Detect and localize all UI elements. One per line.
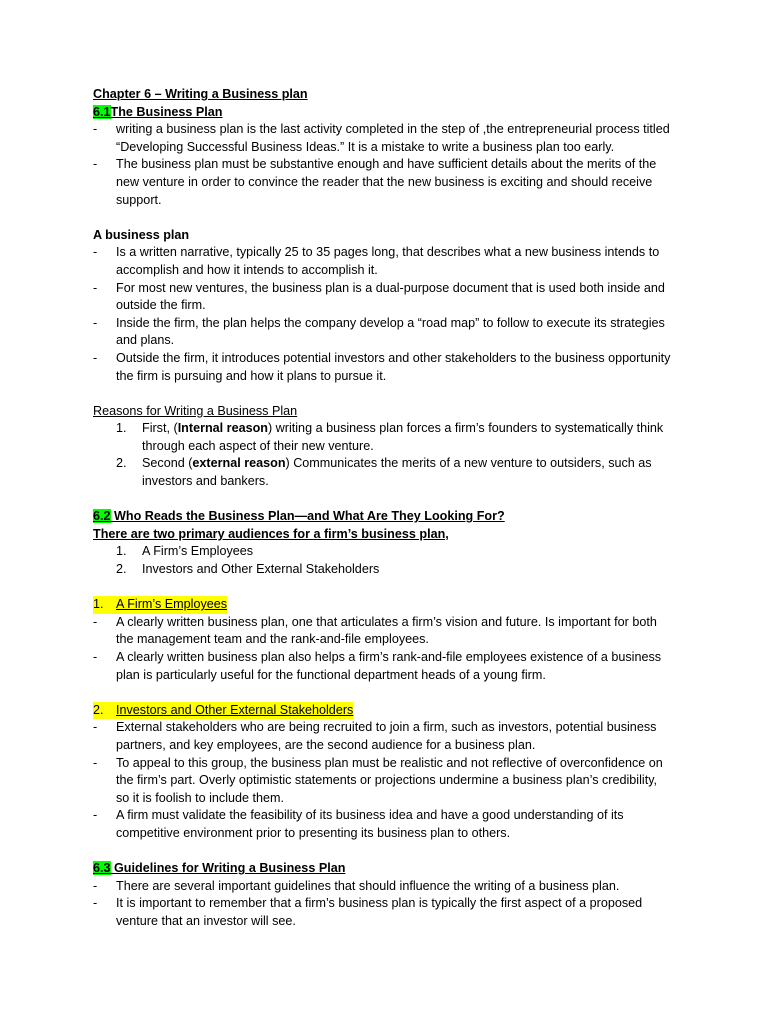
section-title: The Business Plan [110, 104, 223, 119]
investors-heading [93, 702, 673, 720]
section-title: Guidelines for Writing a Business Plan [110, 861, 346, 876]
list-item [93, 121, 673, 156]
list-item-text: Inside the firm, the plan helps the company develop a “road map” to follow to execute its strategies and plans. [116, 315, 665, 348]
bullet-marker: - [93, 122, 98, 137]
list-item [93, 280, 673, 315]
list-item [93, 315, 673, 350]
numbered-item [93, 455, 673, 490]
section-number: 6.2 [93, 509, 111, 524]
bullet-marker: - [93, 157, 98, 172]
bullet-marker: - [93, 245, 98, 260]
bullet-marker: - [93, 650, 98, 664]
list-item-text: writing a business plan is the last activity completed in the step of ,the entrepreneurial process titled “Developing Successful Business Ideas.” It is a mistake to write a business plan too early. [116, 122, 670, 154]
list-item-text: Outside the firm, it introduces potential investors and other stakeholders to the business opportunity the firm is pursuing and how it plans to pursue it. [116, 350, 671, 383]
section-title: Investors and Other External Stakeholders [116, 702, 353, 720]
list-item [93, 719, 673, 754]
item-number: 2. [116, 456, 127, 471]
list-item [93, 807, 673, 842]
item-number: 1. [116, 421, 127, 436]
section-number: 6.1 [93, 104, 111, 119]
bullet-marker: - [93, 315, 98, 330]
item-number: 1. [116, 544, 127, 559]
list-item [93, 156, 673, 209]
list-item [93, 350, 673, 385]
bullet-marker: - [93, 755, 98, 770]
bullet-marker: - [93, 808, 98, 823]
list-item [93, 649, 673, 684]
bullet-marker: - [93, 350, 98, 365]
numbered-item [93, 420, 673, 455]
list-item [93, 755, 673, 808]
list-item-text: External stakeholders who are being recruited to join a firm, such as investors, potential business partners, and key employees, are the second audience for a business plan. [116, 720, 657, 752]
item-text: Investors and Other External Stakeholders [142, 562, 380, 577]
list-item [93, 878, 673, 896]
list-item [93, 895, 673, 930]
item-number: 2. [116, 562, 127, 577]
list-item-text: A firm must validate the feasibility of its business idea and have a good understanding of its competitive environment prior to presenting its business plan to others. [116, 808, 624, 840]
list-item [93, 614, 673, 649]
bullet-marker: - [93, 896, 98, 911]
numbered-item [93, 543, 673, 561]
item-number: 1. [93, 596, 116, 614]
bullet-marker: - [93, 614, 98, 629]
item-text: First, (Internal reason) writing a business plan forces a firm’s founders to systematically think through each aspect of their new venture. [142, 421, 664, 453]
list-item [93, 244, 673, 279]
numbered-item [93, 561, 673, 579]
section-6-2-heading [93, 508, 673, 526]
reasons-heading: Reasons for Writing a Business Plan [93, 403, 298, 418]
section-number: 6.3 [93, 861, 111, 876]
list-item-text: There are several important guidelines that should influence the writing of a business plan. [116, 878, 620, 893]
section-6-1-heading [93, 104, 673, 122]
list-item-text: To appeal to this group, the business plan must be realistic and not reflective of overconfidence on the firm’s part. Overly optimistic statements or projections undermine a business plan’s credibility, so it is foolish to include them. [116, 755, 663, 805]
list-item-text: The business plan must be substantive enough and have sufficient details about the merits of the new venture in order to convince the reader that the new business is exciting and should receive support. [116, 157, 657, 207]
chapter-title: Chapter 6 – Writing a Business plan [93, 87, 308, 101]
list-item-text: A clearly written business plan also helps a firm’s rank-and-file employees existence of a business plan is particularly useful for the functional department heads of a young firm. [116, 650, 662, 682]
section-title: A Firm’s Employees [116, 596, 227, 614]
bullet-marker: - [93, 878, 98, 893]
bullet-marker: - [93, 720, 98, 735]
list-item-text: It is important to remember that a firm’s business plan is typically the first aspect of a proposed venture that an investor will see. [116, 896, 643, 928]
business-plan-heading: A business plan [93, 227, 190, 242]
list-item-text: Is a written narrative, typically 25 to 35 pages long, that describes what a new business intends to accomplish and how it intends to accomplish it. [116, 245, 660, 277]
item-text: Second (external reason) Communicates the merits of a new venture to outsiders, such as investors and bankers. [142, 456, 652, 489]
section-title: Who Reads the Business Plan—and What Are They Looking For? [110, 509, 505, 524]
employees-heading [93, 596, 673, 614]
section-6-3-heading [93, 860, 673, 878]
document-page [93, 86, 673, 931]
list-item-text: A clearly written business plan, one that articulates a firm’s vision and future. Is important for both the management team and the rank-and-file employees. [116, 614, 657, 647]
bullet-marker: - [93, 280, 98, 295]
item-text: A Firm’s Employees [142, 544, 254, 559]
item-number: 2. [93, 702, 116, 720]
audiences-subheading: There are two primary audiences for a firm’s business plan, [93, 526, 449, 541]
list-item-text: For most new ventures, the business plan is a dual-purpose document that is used both inside and outside the firm. [116, 280, 665, 313]
